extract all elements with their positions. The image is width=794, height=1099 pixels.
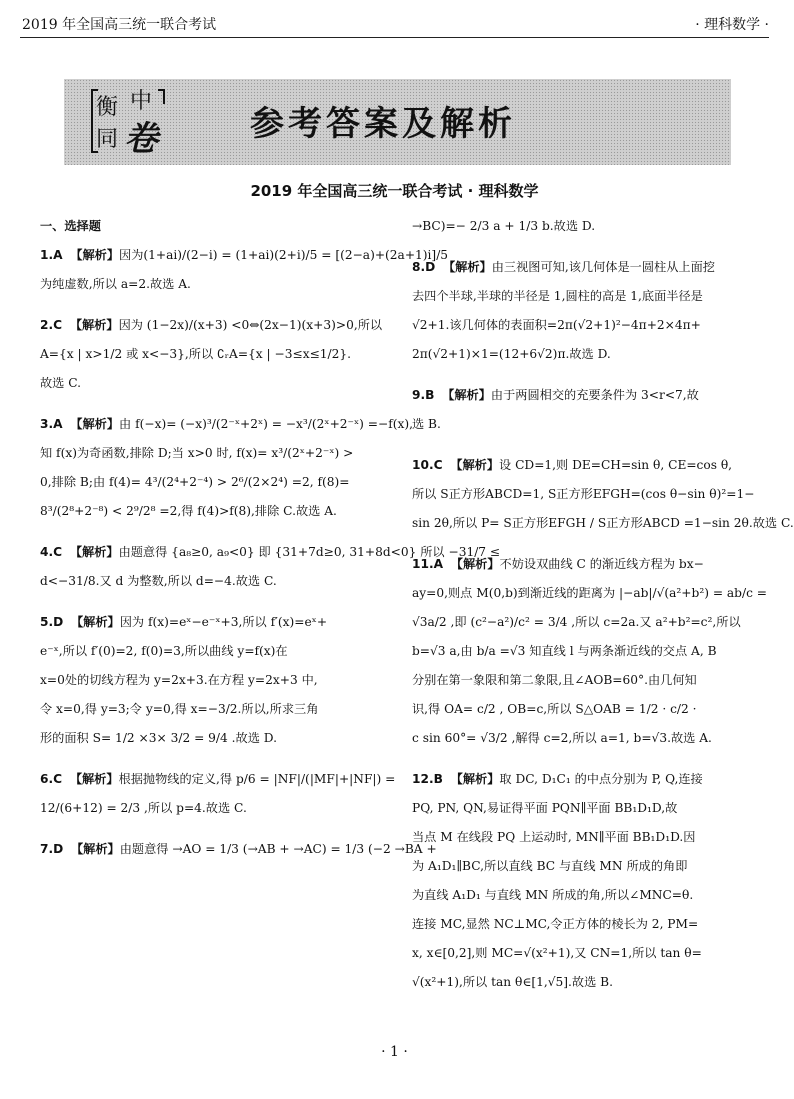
answer-text: 去四个半球,半球的半径是 1,圆柱的高是 1,底面半径是 <box>412 289 703 303</box>
answer-line <box>412 794 775 823</box>
header-exam-title: 2019 年全国高三统一联合考试 <box>22 17 217 33</box>
answer-line <box>412 910 775 939</box>
answer-line <box>412 968 775 997</box>
answer-line <box>40 608 403 637</box>
analysis-tag: 【解析】 <box>450 772 500 786</box>
answer-line <box>40 270 403 299</box>
question-number: 7.D <box>40 842 64 856</box>
analysis-tag: 【解析】 <box>70 417 120 431</box>
answer-line <box>412 724 775 753</box>
answer-text: 12/(6+12) = 2/3 ,所以 p=4.故选 C. <box>40 801 247 815</box>
answer-line <box>40 794 403 823</box>
analysis-tag: 【解析】 <box>450 458 500 472</box>
question-number: 11.A <box>412 557 444 571</box>
answer-line <box>40 695 403 724</box>
answer-line <box>412 765 775 794</box>
answer-line <box>40 340 403 369</box>
badge-char-2: 中 <box>130 89 153 114</box>
answer-text: e⁻ˣ,所以 f′(0)=2, f(0)=3,所以曲线 y=f(x)在 <box>40 644 288 658</box>
answer-text: A={x | x>1/2 或 x<−3},所以 ∁ᵣA={x | −3≤x≤1/2}. <box>40 347 352 361</box>
answer-text: 形的面积 S= 1/2 ×3× 3/2 = 9/4 .故选 D. <box>40 731 277 745</box>
answer-line <box>412 695 775 724</box>
answer-line <box>412 852 775 881</box>
answer-line <box>40 311 403 340</box>
section-label: 一、选择题 <box>40 219 101 233</box>
answer-text: 连接 MC,显然 NC⊥MC,令正方体的棱长为 2, PM= <box>412 917 699 931</box>
answer-line <box>412 480 775 509</box>
answer-line <box>412 823 775 852</box>
page-number: · 1 · <box>381 1044 408 1060</box>
answer-line <box>40 666 403 695</box>
question-number: 8.D <box>412 260 436 274</box>
answer-text: 故选 C. <box>40 376 82 390</box>
answer-text: b=√3 a,由 b/a =√3 知直线 l 与两条渐近线的交点 A, B <box>412 644 717 658</box>
analysis-tag: 【解析】 <box>69 772 119 786</box>
answer-text: 不妨设双曲线 C 的渐近线方程为 bx− <box>499 557 704 571</box>
answer-line <box>412 608 775 637</box>
answer-text: 识,得 OA= c/2 , OB=c,所以 S△OAB = 1/2 · c/2 · <box>412 702 697 716</box>
question-number: 4.C <box>40 545 63 559</box>
answer-text: 知 f(x)为奇函数,排除 D;当 x>0 时, f(x)= x³/(2ˣ+2⁻ˣ) > <box>40 446 354 460</box>
question-number: 3.A <box>40 417 63 431</box>
question-number: 5.D <box>40 615 64 629</box>
answer-line <box>412 253 775 282</box>
answer-text: √2+1.该几何体的表面积=2π(√2+1)²−4π+2×4π+ <box>412 318 701 332</box>
analysis-tag: 【解析】 <box>70 842 120 856</box>
answer-text: sin 2θ,所以 P= S正方形EFGH / S正方形ABCD =1−sin 2θ.故选 C. <box>412 516 794 530</box>
answer-text: →BC)=− 2/3 a + 1/3 b.故选 D. <box>412 219 596 233</box>
analysis-tag: 【解析】 <box>442 388 491 402</box>
answer-text: 分别在第一象限和第二象限,且∠AOB=60°.由几何知 <box>412 673 697 687</box>
answer-text: 为 A₁D₁∥BC,所以直线 BC 与直线 MN 所成的角即 <box>412 859 688 873</box>
question-number: 1.A <box>40 248 63 262</box>
answer-text: ay=0,则点 M(0,b)到渐近线的距离为 |−ab|/√(a²+b²) = ab/c = <box>412 586 768 600</box>
answer-text: x, x∈[0,2],则 MC=√(x²+1),又 CN=1,所以 tan θ= <box>412 946 702 960</box>
answer-text: 由于两圆相交的充要条件为 3<r<7,故 <box>490 388 699 402</box>
answer-text: PQ, PN, QN,易证得平面 PQN∥平面 BB₁D₁D,故 <box>412 801 678 815</box>
question-number: 2.C <box>40 318 63 332</box>
answer-line <box>412 637 775 666</box>
answer-line <box>40 835 437 864</box>
header-subject: · 理科数学 · <box>695 17 769 33</box>
answer-text: 令 x=0,得 y=3;令 y=0,得 x=−3/2.所以,所求三角 <box>40 702 319 716</box>
answer-line <box>412 881 775 910</box>
answer-text: 选 B. <box>412 417 441 431</box>
answer-line <box>40 567 403 596</box>
answer-line <box>40 468 403 497</box>
answer-line <box>412 509 794 538</box>
analysis-tag: 【解析】 <box>70 248 120 262</box>
answer-line <box>412 212 775 241</box>
answer-text: 取 DC, D₁C₁ 的中点分别为 P, Q,连接 <box>499 772 703 786</box>
analysis-tag: 【解析】 <box>69 545 119 559</box>
answer-line <box>412 340 775 369</box>
badge-char-3: 同 <box>96 127 119 152</box>
answer-line <box>412 410 775 439</box>
answer-text: 由题意得 →AO = 1/3 (→AB + →AC) = 1/3 (−2 →BA + <box>119 842 437 856</box>
question-number: 9.B <box>412 388 435 402</box>
answer-text: 2π(√2+1)×1=(12+6√2)π.故选 D. <box>412 347 611 361</box>
answer-line <box>412 451 775 480</box>
answer-text: 0,排除 B;由 f(4)= 4³/(2⁴+2⁻⁴) > 2⁶/(2×2⁴) =2, f(8)= <box>40 475 350 489</box>
answer-text: 由 f(−x)= (−x)³/(2⁻ˣ+2ˣ) = −x³/(2ˣ+2⁻ˣ) =−f(x), <box>119 417 413 431</box>
answer-line <box>40 724 403 753</box>
answer-text: 设 CD=1,则 DE=CH=sin θ, CE=cos θ, <box>499 458 733 472</box>
answer-line <box>412 579 775 608</box>
answer-text: 由题意得 {a₈≥0, a₉<0} 即 {31+7d≥0, 31+8d<0} 所以 −31/7 ≤ <box>118 545 501 559</box>
answer-text: 根据抛物线的定义,得 p/6 = |NF|/(|MF|+|NF|) = <box>118 772 396 786</box>
badge-char-4: 卷 <box>124 119 158 159</box>
answer-line <box>40 497 403 526</box>
right-column <box>412 212 794 997</box>
analysis-tag: 【解析】 <box>70 615 120 629</box>
answer-text: 因为 f(x)=eˣ−e⁻ˣ+3,所以 f′(x)=eˣ+ <box>119 615 328 629</box>
answer-line <box>40 410 413 439</box>
header-rule <box>20 37 769 38</box>
answer-text: 为直线 A₁D₁ 与直线 MN 所成的角,所以∠MNC=θ. <box>412 888 694 902</box>
answer-line <box>412 311 775 340</box>
answer-line <box>412 282 775 311</box>
banner-title: 参考答案及解析 <box>250 104 516 144</box>
question-number: 6.C <box>40 772 63 786</box>
answer-text: √(x²+1),所以 tan θ∈[1,√5].故选 B. <box>412 975 613 989</box>
answer-line <box>40 637 403 666</box>
badge-char-1: 衡 <box>96 95 119 120</box>
answer-line <box>412 939 775 968</box>
answer-text: 因为 (1−2x)/(x+3) <0⇔(2x−1)(x+3)>0,所以 <box>118 318 383 332</box>
answer-text: 当点 M 在线段 PQ 上运动时, MN∥平面 BB₁D₁D.因 <box>412 830 696 844</box>
answer-text: 由三视图可知,该几何体是一圆柱从上面挖 <box>491 260 715 274</box>
answer-text: c sin 60°= √3/2 ,解得 c=2,所以 a=1, b=√3.故选 A. <box>412 731 712 745</box>
answer-text: 为纯虚数,所以 a=2.故选 A. <box>40 277 191 291</box>
analysis-tag: 【解析】 <box>69 318 119 332</box>
answer-line <box>40 369 403 398</box>
answer-line <box>412 550 775 579</box>
question-number: 10.C <box>412 458 443 472</box>
answer-text: √3a/2 ,即 (c²−a²)/c² = 3/4 ,所以 c=2a.又 a²+b²=c²,所以 <box>412 615 741 629</box>
answer-text: 所以 S正方形ABCD=1, S正方形EFGH=(cos θ−sin θ)²=1− <box>412 487 755 501</box>
answer-line <box>412 666 775 695</box>
answer-text: 8³/(2⁸+2⁻⁸) < 2⁹/2⁸ =2,得 f(4)>f(8),排除 C.故选 A. <box>40 504 337 518</box>
answer-line <box>40 439 403 468</box>
answer-text: d<−31/8.又 d 为整数,所以 d=−4.故选 C. <box>40 574 277 588</box>
hengzhong-logo-badge <box>88 84 168 158</box>
answer-line <box>412 381 775 410</box>
analysis-tag: 【解析】 <box>450 557 500 571</box>
answer-text: x=0处的切线方程为 y=2x+3.在方程 y=2x+3 中, <box>40 673 318 687</box>
document-title: 2019 年全国高三统一联合考试 · 理科数学 <box>250 182 539 200</box>
analysis-tag: 【解析】 <box>442 260 492 274</box>
question-number: 12.B <box>412 772 443 786</box>
answer-line <box>40 765 403 794</box>
answer-text: 因为(1+ai)/(2−i) = (1+ai)(2+i)/5 = [(2−a)+(2a+1)i]/5 <box>119 248 449 262</box>
